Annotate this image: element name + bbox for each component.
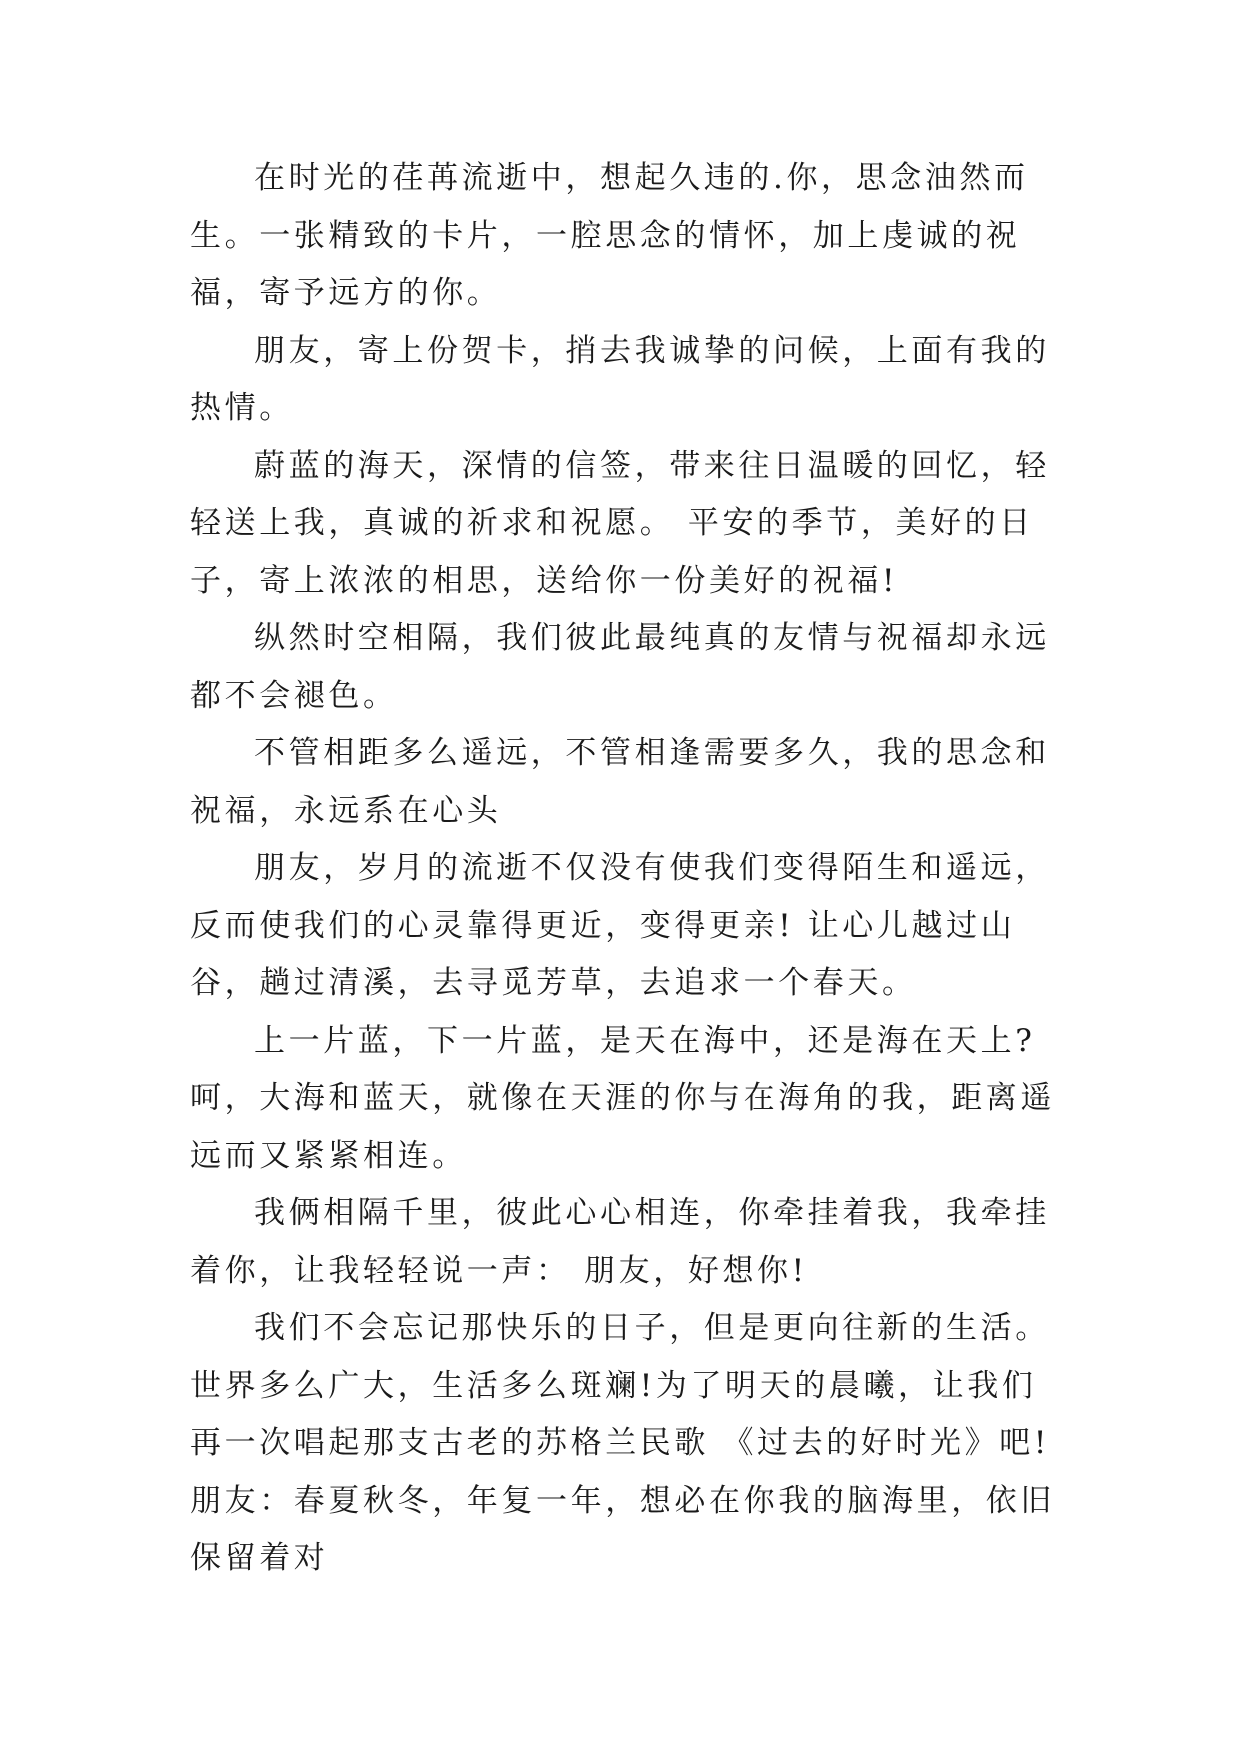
paragraph: 在时光的荏苒流逝中，想起久违的.你，思念油然而生。一张精致的卡片，一腔思念的情怀，加上虔诚的祝福，寄予远方的你。 bbox=[190, 160, 1029, 311]
paragraph: 纵然时空相隔，我们彼此最纯真的友情与祝福却永远都不会褪色。 bbox=[190, 620, 1050, 714]
document-body bbox=[190, 150, 1070, 1588]
paragraph: 朋友，岁月的流逝不仅没有使我们变得陌生和遥远，反而使我们的心灵靠得更近，变得更亲! 让心儿越过山谷，趟过清溪，去寻觅芳草，去追求一个春天。 bbox=[190, 850, 1050, 1001]
paragraph: 朋友，寄上份贺卡，捎去我诚挚的问候，上面有我的热情。 bbox=[190, 332, 1050, 426]
paragraph: 我们不会忘记那快乐的日子，但是更向往新的生活。世界多么广大，生活多么斑斓!为了明天的晨曦，让我们再一次唱起那支古老的苏格兰民歌 《过去的好时光》吧! 朋友：春夏秋冬，年复一年，想必在你我的脑海里，依旧保留着对 bbox=[190, 1310, 1055, 1576]
paragraph: 上一片蓝，下一片蓝，是天在海中，还是海在天上?呵，大海和蓝天，就像在天涯的你与在海角的我，距离遥远而又紧紧相连。 bbox=[190, 1022, 1055, 1174]
paragraph: 不管相距多么遥远，不管相逢需要多久，我的思念和祝福，永远系在心头 bbox=[190, 735, 1050, 829]
paragraph: 蔚蓝的海天，深情的信签，带来往日温暖的回忆，轻轻送上我，真诚的祈求和祝愿。 平安的季节，美好的日子，寄上浓浓的相思，送给你一份美好的祝福! bbox=[190, 447, 1050, 599]
paragraph: 我俩相隔千里，彼此心心相连，你牵挂着我，我牵挂着你，让我轻轻说一声： 朋友，好想你! bbox=[190, 1195, 1050, 1289]
